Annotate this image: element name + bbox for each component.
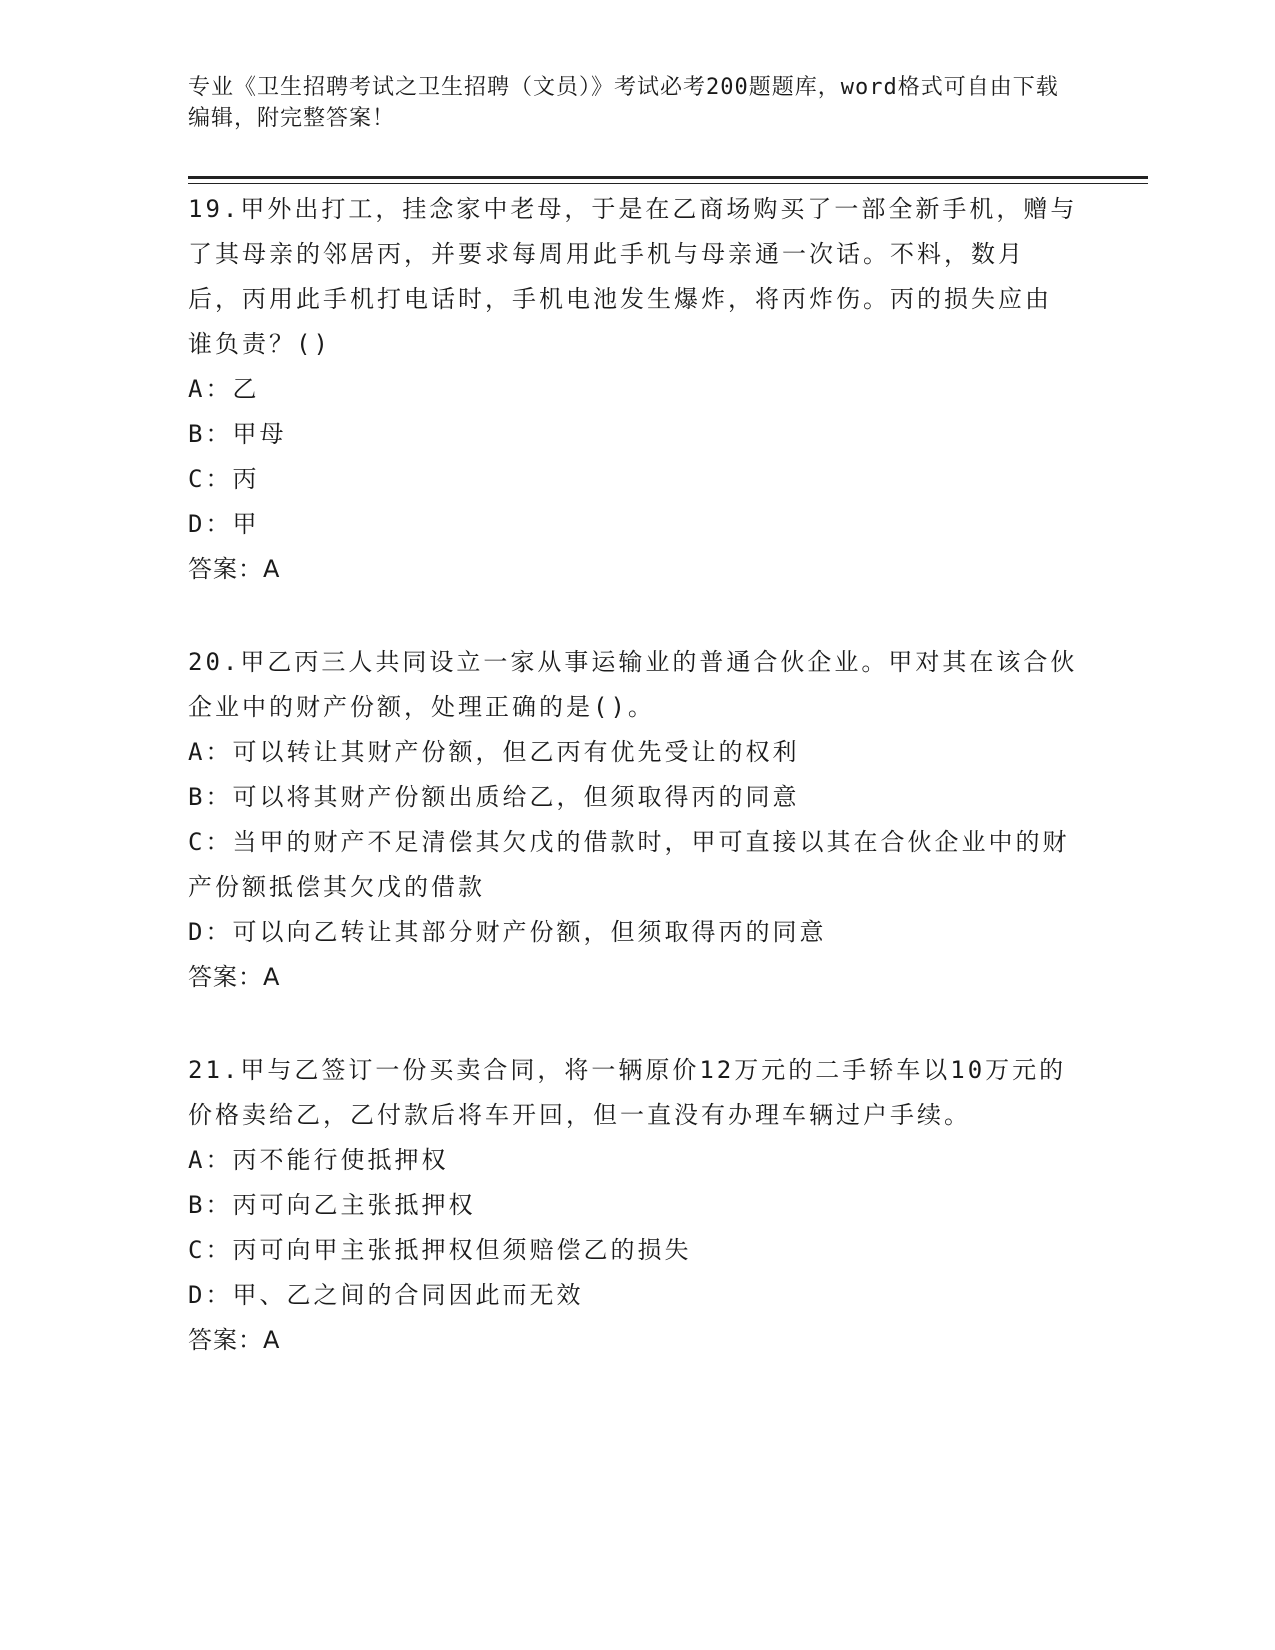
option-b: B：可以将其财产份额出质给乙，但须取得丙的同意 xyxy=(188,783,800,811)
answer: 答案：A xyxy=(188,963,281,991)
answer: 答案：A xyxy=(188,1326,281,1354)
question-stem: 20.甲乙丙三人共同设立一家从事运输业的普通合伙企业。甲对其在该合伙企业中的财产份额，处理正确的是()。 xyxy=(188,648,1078,721)
option-a: A：丙不能行使抵押权 xyxy=(188,1146,449,1174)
option-a: A：乙 xyxy=(188,375,260,403)
question-19 xyxy=(188,187,1078,592)
option-d: D：甲、乙之间的合同因此而无效 xyxy=(188,1281,584,1309)
option-d: D：可以向乙转让其部分财产份额，但须取得丙的同意 xyxy=(188,918,827,946)
question-21 xyxy=(188,1048,1078,1363)
option-a: A：可以转让其财产份额，但乙丙有优先受让的权利 xyxy=(188,738,800,766)
option-c: C：丙 xyxy=(188,465,260,493)
page-header: 专业《卫生招聘考试之卫生招聘（文员）》考试必考200题题库，word格式可自由下载编辑，附完整答案！ xyxy=(188,75,1059,131)
option-c: C：丙可向甲主张抵押权但须赔偿乙的损失 xyxy=(188,1236,692,1264)
option-c: C：当甲的财产不足清偿其欠戊的借款时，甲可直接以其在合伙企业中的财产份额抵偿其欠戊的借款 xyxy=(188,828,1070,901)
header-divider-thin xyxy=(188,183,1148,184)
option-d: D：甲 xyxy=(188,510,260,538)
question-20 xyxy=(188,640,1078,1000)
option-b: B：甲母 xyxy=(188,420,287,448)
header-divider-thick xyxy=(188,176,1148,179)
question-stem: 21.甲与乙签订一份买卖合同，将一辆原价12万元的二手轿车以10万元的价格卖给乙，乙付款后将车开回，但一直没有办理车辆过户手续。 xyxy=(188,1056,1067,1129)
answer: 答案：A xyxy=(188,555,281,583)
option-b: B：丙可向乙主张抵押权 xyxy=(188,1191,476,1219)
question-stem: 19.甲外出打工，挂念家中老母，于是在乙商场购买了一部全新手机，赠与了其母亲的邻居丙，并要求每周用此手机与母亲通一次话。不料，数月后，丙用此手机打电话时，手机电池发生爆炸，将丙炸伤。丙的损失应由谁负责？() xyxy=(188,195,1078,358)
